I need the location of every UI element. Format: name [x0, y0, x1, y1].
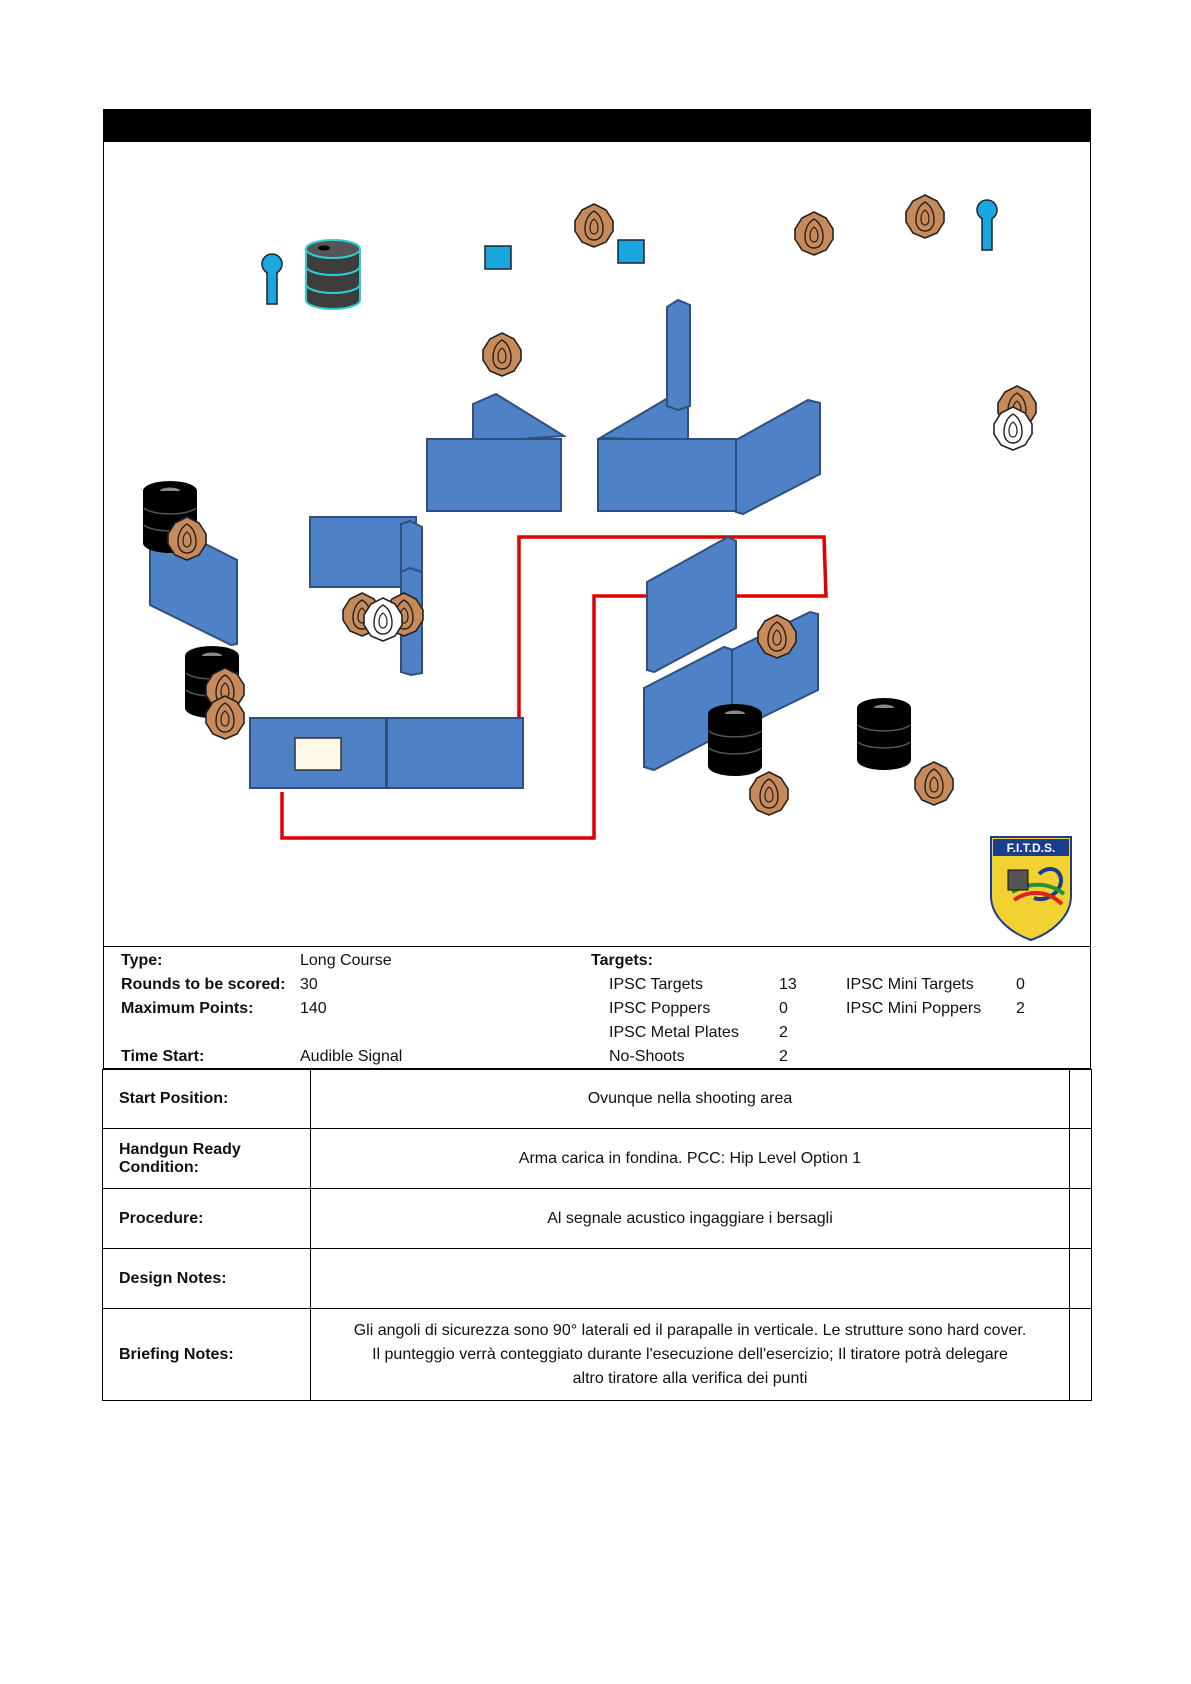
metal-plates-label: IPSC Metal Plates	[609, 1024, 739, 1041]
mini-targets-label: IPSC Mini Targets	[846, 976, 974, 993]
handgun-ready-label	[103, 1129, 311, 1189]
stage-notes-table	[102, 1069, 1092, 1401]
handgun-ready-label-line: Condition:	[119, 1158, 199, 1176]
stage-diagram-frame	[103, 142, 1091, 947]
tyre-stack	[857, 698, 911, 770]
max-points-value: 140	[300, 1000, 327, 1017]
mini-poppers-label: IPSC Mini Poppers	[846, 1000, 982, 1017]
stage-sheet	[103, 109, 1091, 1401]
type-value: Long Course	[300, 952, 392, 969]
procedure-label: Procedure:	[103, 1189, 311, 1249]
metal-plate	[485, 246, 511, 269]
ipsc-poppers-label: IPSC Poppers	[609, 1000, 711, 1017]
type-label: Type:	[121, 952, 163, 969]
procedure-value: Al segnale acustico ingaggiare i bersagli	[311, 1189, 1070, 1249]
notes-row	[103, 1189, 1092, 1249]
briefing-notes-label: Briefing Notes:	[103, 1309, 311, 1401]
briefing-line: Il punteggio verrà conteggiato durante l'esecuzione dell'esercizio; Il tiratore potrà delegare	[372, 1345, 1008, 1363]
design-notes-label: Design Notes:	[103, 1249, 311, 1309]
notes-row	[103, 1249, 1092, 1309]
notes-row	[103, 1070, 1092, 1129]
title-bar	[103, 109, 1091, 142]
targets-heading: Targets:	[591, 952, 653, 969]
briefing-line: altro tiratore alla verifica dei punti	[572, 1369, 808, 1387]
mini-popper	[977, 200, 997, 250]
tyre-stack	[708, 704, 762, 776]
mini-targets-value: 0	[1016, 976, 1025, 993]
stage-summary	[103, 947, 1091, 1069]
ipsc-poppers-value: 0	[779, 1000, 788, 1017]
ipsc-targets-label: IPSC Targets	[609, 976, 703, 993]
no-shoots-label: No-Shoots	[609, 1048, 685, 1065]
wall-group-top-center	[427, 300, 820, 514]
rounds-value: 30	[300, 976, 318, 993]
ipsc-target	[575, 204, 613, 247]
handgun-ready-value: Arma carica in fondina. PCC: Hip Level Option 1	[311, 1129, 1070, 1189]
ipsc-target	[750, 772, 788, 815]
notes-row	[103, 1309, 1092, 1401]
metal-plates-value: 2	[779, 1024, 788, 1041]
design-notes-value	[311, 1249, 1070, 1309]
briefing-notes-value	[311, 1309, 1070, 1401]
ipsc-target	[906, 195, 944, 238]
handgun-ready-label-line: Handgun Ready	[119, 1140, 241, 1158]
time-start-value: Audible Signal	[300, 1048, 403, 1065]
ipsc-target	[915, 762, 953, 805]
start-position-label: Start Position:	[103, 1070, 311, 1129]
time-start-label: Time Start:	[121, 1048, 205, 1065]
ipsc-targets-value: 13	[779, 976, 797, 993]
metal-plate	[618, 240, 644, 263]
ipsc-target	[795, 212, 833, 255]
svg-text:F.I.T.D.S.: F.I.T.D.S.	[1006, 841, 1056, 855]
stage-diagram	[104, 142, 1092, 946]
notes-row	[103, 1129, 1092, 1189]
oil-drum	[306, 240, 360, 309]
max-points-label: Maximum Points:	[121, 1000, 254, 1017]
ipsc-target	[483, 333, 521, 376]
mini-popper	[262, 254, 282, 304]
start-position-value: Ovunque nella shooting area	[311, 1070, 1070, 1129]
rounds-label: Rounds to be scored:	[121, 976, 286, 993]
no-shoots-value: 2	[779, 1048, 788, 1065]
briefing-line: Gli angoli di sicurezza sono 90° laterali ed il parapalle in verticale. Le strutture sono hard cover.	[353, 1321, 1027, 1339]
fitds-logo	[991, 837, 1071, 940]
mini-poppers-value: 2	[1016, 1000, 1025, 1017]
